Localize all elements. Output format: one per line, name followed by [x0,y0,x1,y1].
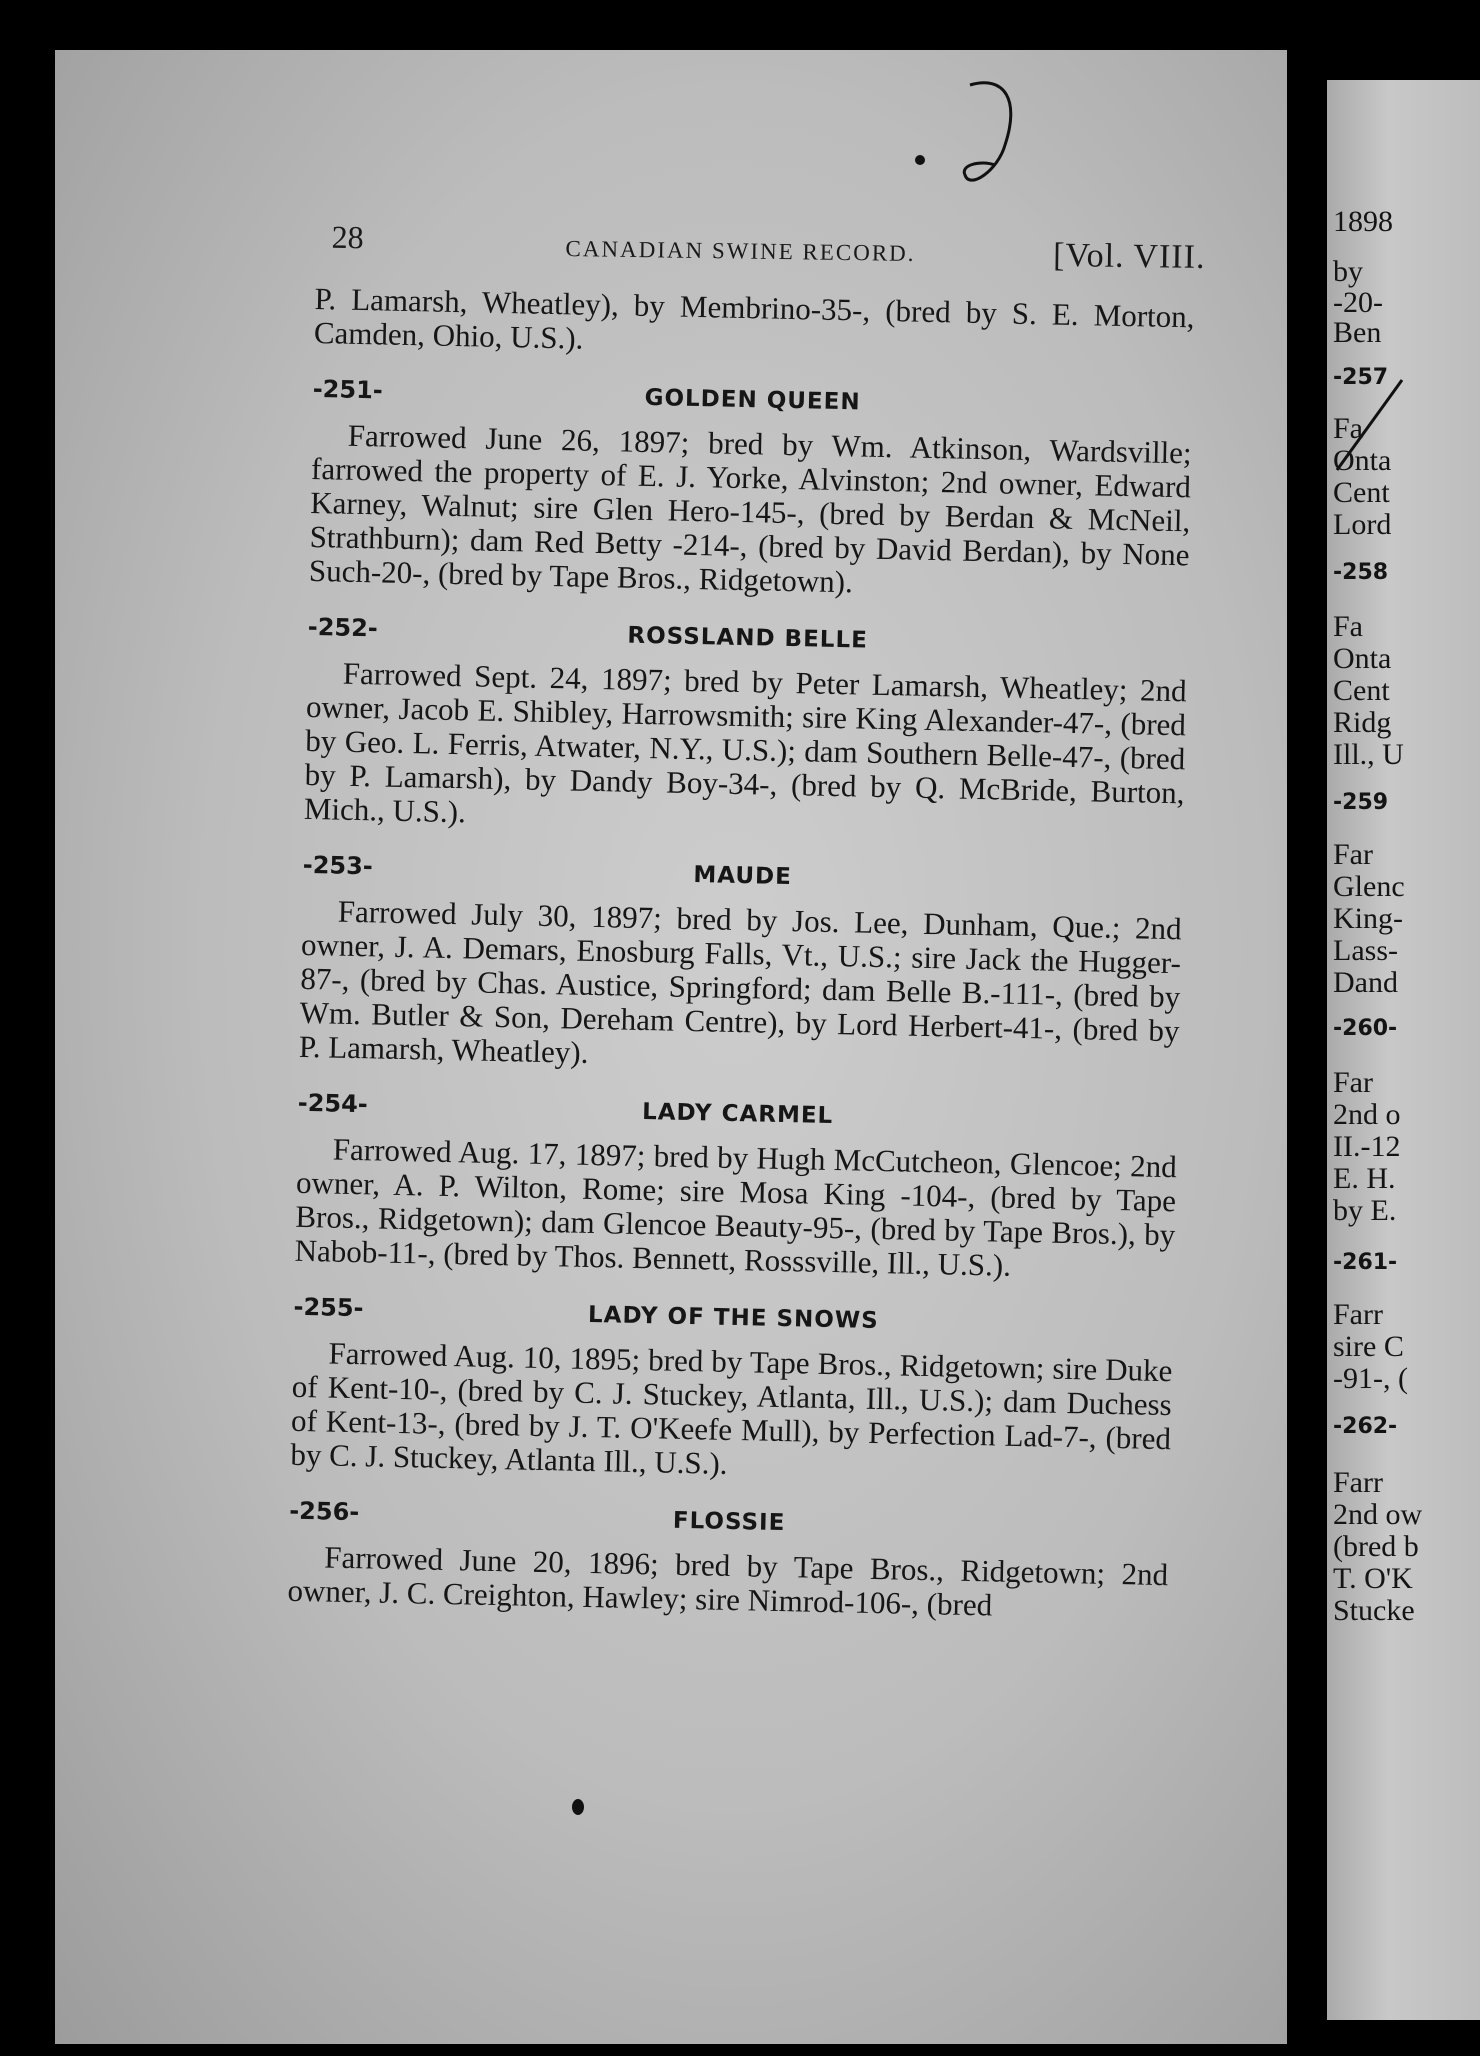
entry [299,848,1183,1082]
right-page-text-fragment: Fa [1333,412,1363,445]
entry-heading [289,1494,1170,1546]
entry-text: Farrowed Aug. 17, 1897; bred by Hugh McCutcheon, Glencoe; 2nd owner, A. P. Wilton, Rome; sire Mosa King -104-, (bred by Tape Bros., Ridgetown); dam Glencoe Beauty-95-, (bred by Tape Bros.), by Nabob-11-, (bred by Thos. Bennett, Rosssville, Ill., U.S.). [294,1131,1178,1283]
right-page-text-fragment: Glenc [1333,870,1405,903]
entry-number: -253- [302,850,374,881]
right-page-text-fragment: Cent [1333,674,1390,707]
volume-label: [Vol. VIII. [1052,236,1206,276]
right-page-text-fragment: -20- [1333,286,1383,319]
page-number: 28 [331,218,364,256]
entry-name: GOLDEN QUEEN [644,384,861,416]
page-gutter [1287,50,1327,2044]
right-page-entry-number: -259 [1333,790,1389,815]
right-page-text-fragment: sire C [1333,1330,1404,1363]
right-page-text-fragment: 2nd ow [1333,1498,1423,1531]
entry-number: -252- [307,612,379,643]
right-page-text-fragment: Ridg [1333,706,1392,739]
right-page-text-fragment: 2nd o [1333,1098,1401,1131]
right-page-text-fragment: Dand [1333,966,1398,999]
entry-text: Farrowed Aug. 10, 1895; bred by Tape Bros., Ridgetown; sire Duke of Kent-10-, (bred by C. J. Stuckey, Atlanta, Ill., U.S.); dam Duchess of Kent-13-, (bred by J. T. O'Keefe Mull), by Perfection Lad-7-, (bred by C. J. Stuckey, Atlanta Ill., U.S.). [290,1335,1173,1481]
ink-dot [568,1795,588,1819]
right-page-text-fragment: Farr [1333,1298,1383,1331]
right-page-text-fragment: II.-12 [1333,1130,1401,1163]
right-page-text-fragment: Fa [1333,610,1363,643]
right-page-text-fragment: Farr [1333,1466,1383,1499]
right-page-text-fragment: (bred b [1333,1530,1419,1563]
entry-name: FLOSSIE [672,1507,786,1537]
entry [287,1494,1169,1626]
entry-heading [307,610,1188,662]
right-page-text-fragment: Lord [1333,508,1392,541]
right-page-text-fragment: Far [1333,838,1373,871]
entry-name: LADY OF THE SNOWS [587,1301,880,1335]
page-content [287,282,1195,1626]
entry [304,610,1188,844]
right-page-text-fragment: Ill., U [1333,738,1404,771]
right-page-text-fragment: Lass- [1333,934,1398,967]
right-page-text-fragment: Ben [1333,316,1382,349]
right-page-text-fragment: E. H. [1333,1162,1396,1195]
entry-heading [293,1290,1174,1342]
right-page-entry-number: -257 [1333,365,1389,390]
right-page-text-fragment: Onta [1333,642,1392,675]
right-page-text-fragment: by [1333,255,1363,288]
entry-text: Farrowed June 20, 1896; bred by Tape Bros., Ridgetown; 2nd owner, J. C. Creighton, Hawley; sire Nimrod-106-, (bred [287,1539,1169,1623]
entry-name: LADY CARMEL [641,1099,834,1130]
entry-number: -254- [297,1088,369,1119]
right-page-text-fragment: Far [1333,1066,1373,1099]
right-page-fragment [1327,80,1480,2020]
right-page-entry-number: -260- [1333,1016,1398,1041]
right-page-text-fragment: T. O'K [1333,1562,1413,1595]
entry-text: Farrowed June 26, 1897; bred by Wm. Atkinson, Wardsville; farrowed the property of E. J. Yorke, Alvinston; 2nd owner, Edward Karney, Walnut; sire Glen Hero-145-, (bred by Berdan & McNeil, Strathburn); dam Red Betty -214-, (bred by David Berdan), by None Such-20-, (bred by Tape Bros., Ridgetown). [308,417,1192,600]
entry-text: Farrowed July 30, 1897; bred by Jos. Lee, Dunham, Que.; 2nd owner, J. A. Demars, Enosburg Falls, Vt., U.S.; sire Jack the Hugger-87-, (bred by Chas. Austice, Springford; dam Belle B.-111-, (bred by Wm. Butler & Son, Dereham Centre), by Lord Herbert-41-, (bred by P. Lamarsh, Wheatley). [298,893,1183,1070]
right-page-text-fragment: -91-, ( [1333,1362,1408,1395]
entry [294,1086,1178,1286]
entry-number: -255- [293,1292,364,1323]
right-page-text-fragment: Onta [1333,444,1392,477]
right-page-entry-number: -262- [1333,1414,1398,1439]
entry-name: ROSSLAND BELLE [627,622,869,654]
entry [309,372,1193,606]
entry-heading [312,372,1193,424]
right-page-text-fragment: Stucke [1333,1594,1415,1627]
right-page-text-fragment: 1898 [1333,205,1393,238]
entry-text: Farrowed Sept. 24, 1897; bred by Peter Lamarsh, Wheatley; 2nd owner, Jacob E. Shibley, Harrowsmith; sire King Alexander-47-, (bred by Geo. L. Ferris, Atwater, N.Y., U.S.); dam Southern Belle-47-, (bred by P. Lamarsh), by Dandy Boy-34-, (bred by Q. McBride, Burton, Mich., U.S.). [303,655,1187,830]
running-title: CANADIAN SWINE RECORD. [565,236,916,266]
right-page-text-fragment: by E. [1333,1194,1397,1227]
continuation-paragraph: P. Lamarsh, Wheatley), by Membrino-35-, (bred by S. E. Morton, Camden, Ohio, U.S.). [313,281,1195,356]
entry [290,1290,1174,1490]
entry-number: -251- [312,374,384,405]
entry-heading [302,848,1183,900]
right-page-text-fragment: King- [1333,902,1403,935]
right-page-entry-number: -258 [1333,560,1389,585]
right-page-entry-number: -261- [1333,1250,1398,1275]
entry-number: -256- [288,1496,360,1527]
entry-name: MAUDE [693,862,793,891]
right-page-text-fragment: Cent [1333,476,1390,509]
entry-heading [297,1086,1178,1138]
